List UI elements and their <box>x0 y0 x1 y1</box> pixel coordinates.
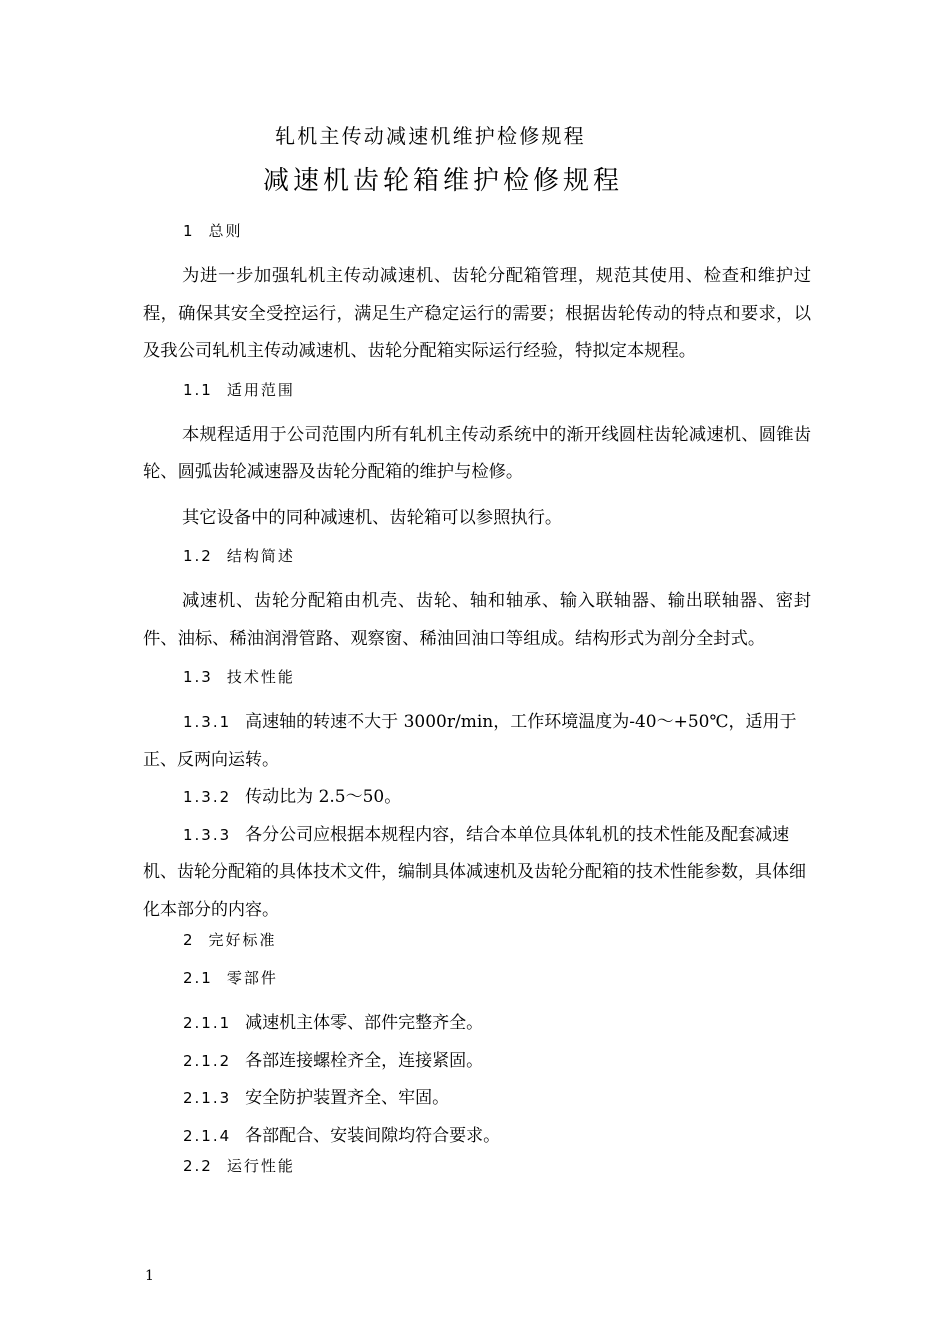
section-title: 技术性能 <box>226 668 295 686</box>
subsection-text: 安全防护装置齐全、牢固。 <box>245 1088 450 1108</box>
subsection-paragraph <box>143 704 811 779</box>
subsection-number: 2.1.4 <box>183 1126 232 1145</box>
subsection-text: 高速轴的转速不大于 3000r/min，工作环境温度为-40～+50℃，适用于正、反两向运转。 <box>143 712 797 770</box>
subsection-text: 减速机主体零、部件完整齐全。 <box>245 1013 484 1033</box>
subsection-number: 1.3.3 <box>183 825 232 844</box>
section-heading <box>183 545 811 567</box>
section-heading <box>183 929 811 951</box>
page-number: 1 <box>145 1268 154 1284</box>
subsection-text: 各部配合、安装间隙均符合要求。 <box>245 1125 501 1146</box>
subsection-text: 各分公司应根据本规程内容，结合本单位具体轧机的技术性能及配套减速机、齿轮分配箱的具体技术文件，编制具体减速机及齿轮分配箱的技术性能参数，具体细化本部分的内容。 <box>143 824 806 920</box>
body-paragraph: 为进一步加强轧机主传动减速机、齿轮分配箱管理，规范其使用、检查和维护过程，确保其安全受控运行，满足生产稳定运行的需要；根据齿轮传动的特点和要求，以及我公司轧机主传动减速机、齿轮分配箱实际运行经验，特拟定本规程。 <box>143 266 811 361</box>
section-number: 2.2 <box>183 1157 213 1175</box>
section-title: 零部件 <box>226 969 278 987</box>
subsection-paragraph <box>143 817 811 930</box>
subsection-paragraph <box>143 1118 811 1156</box>
section-title: 适用范围 <box>226 380 295 399</box>
subsection-paragraph <box>143 779 811 817</box>
subsection-paragraph <box>143 1080 811 1118</box>
document-body <box>143 220 811 1193</box>
document-title-line-1: 轧机主传动减速机维护检修规程 <box>275 124 586 148</box>
subsection-text: 传动比为 2.5～50。 <box>245 787 402 807</box>
section-number: 2 <box>183 931 195 949</box>
subsection-number: 1.3.1 <box>183 713 232 731</box>
section-heading <box>183 220 811 242</box>
subsection-text: 各部连接螺栓齐全，连接紧固。 <box>245 1050 484 1071</box>
section-title: 总则 <box>208 222 243 240</box>
section-title: 运行性能 <box>226 1157 295 1175</box>
subsection-number: 2.1.2 <box>183 1051 232 1070</box>
section-heading <box>183 1155 811 1177</box>
section-heading <box>183 666 811 688</box>
body-paragraph: 其它设备中的同种减速机、齿轮箱可以参照执行。 <box>182 507 563 528</box>
section-number: 1.3 <box>183 668 213 686</box>
section-title: 结构简述 <box>226 547 295 565</box>
section-number: 1.1 <box>183 380 213 399</box>
subsection-paragraph <box>143 1043 811 1081</box>
section-number: 1.2 <box>183 547 213 565</box>
section-title: 完好标准 <box>208 931 277 949</box>
subsection-paragraph <box>143 1005 811 1043</box>
subsection-number: 2.1.1 <box>183 1014 232 1032</box>
body-paragraph: 减速机、齿轮分配箱由机壳、齿轮、轴和轴承、输入联轴器、输出联轴器、密封件、油标、稀油润滑管路、观察窗、稀油回油口等组成。结构形式为剖分全封式。 <box>143 591 811 649</box>
section-number: 2.1 <box>183 969 213 987</box>
subsection-number: 2.1.3 <box>183 1089 232 1107</box>
section-heading <box>183 967 811 989</box>
section-number: 1 <box>183 222 195 240</box>
subsection-number: 1.3.2 <box>183 788 232 806</box>
document-title-line-2: 减速机齿轮箱维护检修规程 <box>263 166 624 196</box>
section-heading <box>183 379 811 401</box>
body-paragraph: 本规程适用于公司范围内所有轧机主传动系统中的渐开线圆柱齿轮减速机、圆锥齿轮、圆弧齿轮减速器及齿轮分配箱的维护与检修。 <box>143 424 811 482</box>
